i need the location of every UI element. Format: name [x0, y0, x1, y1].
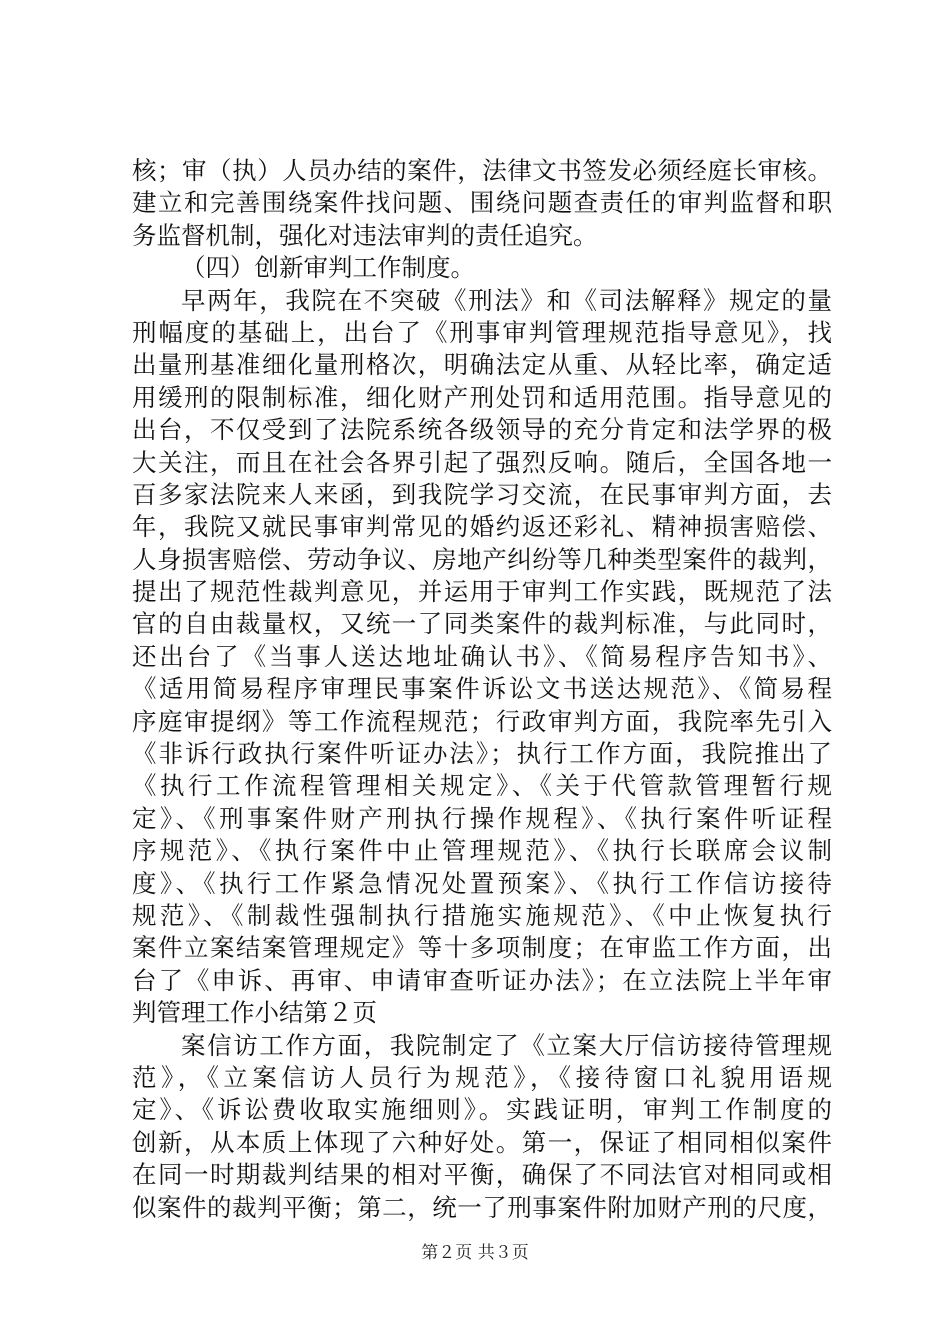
text-line: 出量刑基准细化量刑格次，明确法定从重、从轻比率，确定适 [132, 350, 832, 380]
text-line: 判管理工作小结第２页 [132, 998, 377, 1028]
text-line: 用缓刑的限制标准，细化财产刑处罚和适用范围。指导意见的 [132, 382, 832, 412]
text-line: 刑幅度的基础上，出台了《刑事审判管理规范指导意见》，找 [132, 317, 832, 347]
text-line: 度》、《执行工作紧急情况处置预案》、《执行工作信访接待 [132, 868, 832, 898]
text-line: 定》、《刑事案件财产刑执行操作规程》、《执行案件听证程 [132, 803, 832, 833]
text-line: 建立和完善围绕案件找问题、围绕问题查责任的审判监督和职 [132, 188, 832, 218]
text-line: 《适用简易程序审理民事案件诉讼文书送达规范》、《简易程 [132, 674, 832, 704]
text-line: 年，我院又就民事审判常见的婚约返还彩礼、精神损害赔偿、 [132, 512, 832, 542]
text-line: 台了《申诉、再审、申请审查听证办法》；在立法院上半年审 [132, 965, 832, 995]
text-line: 在同一时期裁判结果的相对平衡，确保了不同法官对相同或相 [132, 1160, 832, 1190]
text-line: 序庭审提纲》等工作流程规范；行政审判方面，我院率先引入 [132, 706, 832, 736]
text-line: 务监督机制，强化对违法审判的责任追究。 [132, 220, 598, 250]
text-line: 规范》、《制裁性强制执行措施实施规范》、《中止恢复执行 [132, 900, 832, 930]
text-line: 定》、《诉讼费收取实施细则》。实践证明，审判工作制度的 [132, 1095, 832, 1125]
text-line: 《执行工作流程管理相关规定》、《关于代管款管理暂行规 [132, 771, 832, 801]
text-line: 还出台了《当事人送达地址确认书》、《简易程序告知书》、 [132, 641, 832, 671]
text-line: 核；审（执）人员办结的案件，法律文书签发必须经庭长审核。 [132, 156, 832, 185]
text-line: 出台，不仅受到了法院系统各级领导的充分肯定和法学界的极 [132, 415, 832, 445]
section-heading: （四）创新审判工作制度。 [181, 253, 475, 283]
text-line: 范》，《立案信访人员行为规范》，《接待窗口礼貌用语规 [132, 1062, 832, 1092]
text-line: 人身损害赔偿、劳动争议、房地产纠纷等几种类型案件的裁判， [132, 544, 832, 574]
text-line: 序规范》、《执行案件中止管理规范》、《执行长联席会议制 [132, 836, 832, 866]
text-line: 《非诉行政执行案件听证办法》；执行工作方面，我院推出了 [132, 739, 832, 769]
document-body [132, 155, 832, 1224]
text-line: 提出了规范性裁判意见，并运用于审判工作实践，既规范了法 [132, 577, 832, 607]
text-line: 似案件的裁判平衡；第二，统一了刑事案件附加财产刑的尺度， [132, 1192, 832, 1222]
text-line: 案信访工作方面，我院制定了《立案大厅信访接待管理规 [181, 1030, 832, 1060]
text-line: 大关注，而且在社会各界引起了强烈反响。随后，全国各地一 [132, 447, 832, 477]
text-line: 创新，从本质上体现了六种好处。第一，保证了相同相似案件 [132, 1127, 832, 1157]
page-number-footer: 第２页 共３页 [421, 1243, 529, 1263]
text-line: 官的自由裁量权，又统一了同类案件的裁判标准，与此同时， [132, 609, 832, 639]
text-line: 案件立案结案管理规定》等十多项制度；在审监工作方面，出 [132, 933, 832, 963]
text-line: 百多家法院来人来函，到我院学习交流，在民事审判方面，去 [132, 479, 832, 509]
text-line: 早两年，我院在不突破《刑法》和《司法解释》规定的量 [181, 285, 832, 315]
